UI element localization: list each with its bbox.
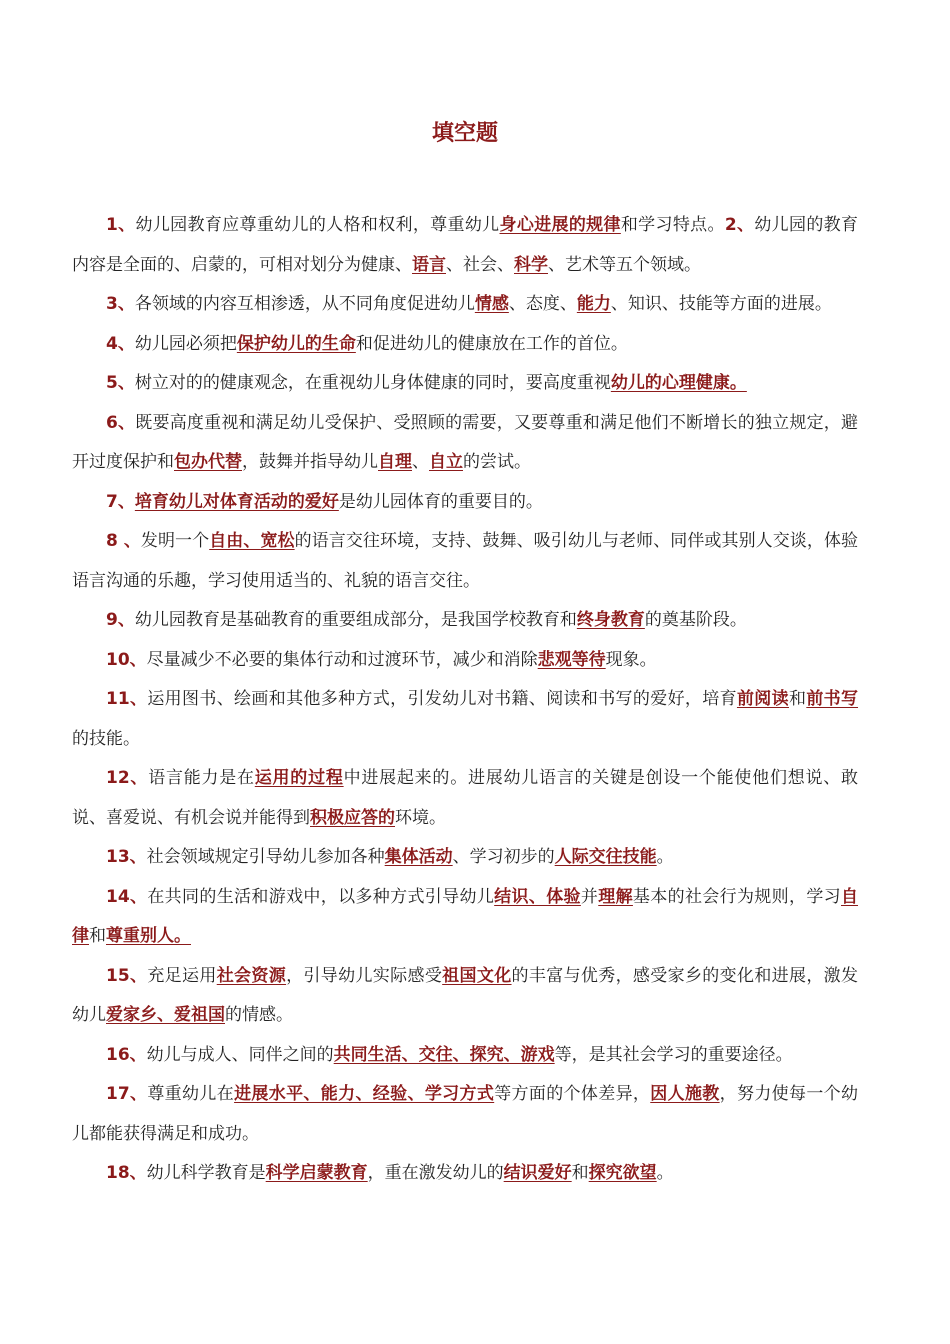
question-item: [72, 641, 858, 681]
question-text: 、艺术等五个领域。: [548, 254, 701, 275]
answer-blank: 自由、宽松: [209, 531, 295, 551]
question-text: 的奠基阶段。: [644, 610, 747, 630]
question-text: 中进展起来的。进展幼儿语言的关键是创设一个能使他们想说、敢说、喜爱说、有机会说并能得到: [72, 768, 859, 828]
answer-blank: 能力: [576, 294, 611, 314]
answer-blank: 积极应答的: [310, 807, 395, 828]
question-text: 既要高度重视和满足幼儿受保护、受照顾的需要，又要尊重和满足他们不断增长的独立规定，避开过度保护和: [72, 412, 858, 472]
question-text: 、知识、技能等方面的进展。: [610, 294, 832, 314]
question-text: 环境。: [395, 807, 446, 828]
question-text: 和: [571, 1163, 589, 1183]
question-text: 的情感。: [225, 1005, 293, 1025]
question-text: 、学习初步的: [452, 847, 555, 867]
question-number: 13、: [106, 847, 147, 867]
answer-blank: 自律: [72, 886, 859, 946]
question-list: [72, 206, 858, 1194]
answer-blank: 共同生活、交往、探究、游戏: [333, 1044, 555, 1065]
question-number: 7、: [106, 491, 135, 512]
answer-blank: 社会资源: [216, 965, 287, 986]
answer-blank: 爱家乡、爱祖国: [106, 1005, 225, 1025]
question-text: 幼儿园的教育内容是全面的、启蒙的，可相对划分为健康、: [72, 215, 859, 275]
question-number: 17、: [106, 1084, 148, 1104]
question-text: 基本的社会行为规则，学习: [632, 886, 842, 907]
question-number: 6、: [106, 412, 136, 433]
question-text: 、: [412, 452, 429, 472]
answer-blank: 探究欲望: [588, 1163, 657, 1183]
answer-blank: 自立: [429, 452, 463, 472]
question-text: ，重在激发幼儿的: [367, 1163, 504, 1183]
question-text: 尊重幼儿在: [147, 1084, 235, 1104]
question-item: [72, 680, 858, 759]
question-item: [72, 601, 858, 641]
question-text: 和学习特点。: [620, 215, 725, 235]
question-text: 。: [656, 847, 674, 867]
question-item: [72, 957, 858, 1036]
answer-blank: 前阅读: [736, 689, 789, 709]
question-number: 11、: [106, 689, 148, 709]
question-item: [72, 838, 858, 878]
question-number: 18、: [106, 1163, 147, 1183]
question-text: 社会领域规定引导幼儿参加各种: [146, 847, 385, 867]
question-number: 12、: [106, 768, 149, 788]
answer-blank: 幼儿的心理健康。: [610, 373, 747, 393]
question-text: ，引导幼儿实际感受: [286, 965, 443, 986]
question-text: 各领域的内容互相渗透，从不同角度促进幼儿: [134, 294, 475, 314]
question-text: 尽量减少不必要的集体行动和过渡环节，减少和消除: [146, 649, 538, 670]
question-text: 幼儿科学教育是: [146, 1163, 266, 1183]
question-number: 2、: [724, 215, 755, 235]
question-text: 等，是其社会学习的重要途径。: [554, 1044, 793, 1065]
question-item: [72, 1154, 858, 1194]
question-number: 9、: [106, 610, 135, 630]
question-text: 树立对的的健康观念，在重视幼儿身体健康的同时，要高度重视: [134, 373, 611, 393]
question-item: [72, 364, 858, 404]
question-text: 在共同的生活和游戏中，以多种方式引导幼儿: [147, 886, 495, 907]
question-number: 5、: [106, 373, 135, 393]
answer-blank: 身心进展的规律: [499, 215, 621, 235]
question-text: 幼儿园必须把: [134, 333, 237, 354]
question-text: 、社会、: [446, 254, 514, 275]
question-text: 和: [788, 689, 807, 709]
question-text: ，鼓舞并指导幼儿: [242, 452, 378, 472]
question-text: 语言能力是在: [148, 768, 255, 788]
question-item: [72, 759, 858, 838]
answer-blank: 祖国文化: [442, 965, 512, 986]
question-text: 发明一个: [140, 531, 210, 551]
answer-blank: 进展水平、能力、经验、学习方式: [234, 1084, 495, 1104]
question-item: [72, 206, 858, 285]
answer-blank: 因人施教: [650, 1084, 720, 1104]
question-item: [72, 1036, 858, 1076]
question-item: [72, 483, 858, 523]
question-number: 3、: [106, 294, 135, 314]
question-text: 的丰富与优秀，感受家乡的变化和进展，激发幼儿: [72, 965, 859, 1025]
answer-blank: 科学: [514, 254, 548, 275]
question-number: 16、: [106, 1044, 147, 1065]
answer-blank: 运用的过程: [254, 768, 344, 788]
question-text: 和促进幼儿的健康放在工作的首位。: [355, 333, 628, 354]
question-item: [72, 878, 858, 957]
question-item: [72, 285, 858, 325]
question-text: 等方面的个体差异，: [494, 1084, 651, 1104]
answer-blank: 语言: [412, 254, 446, 275]
answer-blank: 尊重别人。: [106, 926, 191, 946]
answer-blank: 情感: [474, 294, 509, 314]
answer-blank: 结识、体验: [494, 886, 581, 907]
answer-blank: 理解: [598, 886, 633, 907]
question-text: 幼儿园教育应尊重幼儿的人格和权利，尊重幼儿: [135, 215, 500, 235]
question-item: [72, 404, 858, 483]
question-text: 充足运用: [147, 965, 217, 986]
question-text: 现象。: [605, 649, 657, 670]
page-title: 填空题: [431, 121, 498, 146]
question-number: 1、: [106, 215, 136, 235]
question-number: 4、: [106, 333, 135, 354]
answer-blank: 保护幼儿的生命: [236, 333, 356, 354]
question-item: [72, 1075, 858, 1154]
question-number: 10、: [106, 649, 147, 670]
question-number: 14、: [106, 886, 148, 907]
question-text: 幼儿与成人、同伴之间的: [146, 1044, 334, 1065]
question-text: 幼儿园教育是基础教育的重要组成部分，是我国学校教育和: [134, 610, 577, 630]
answer-blank: 集体活动: [384, 847, 453, 867]
question-text: 的技能。: [72, 728, 140, 749]
answer-blank: 终身教育: [576, 610, 645, 630]
question-text: 运用图书、绘画和其他多种方式，引发幼儿对书籍、阅读和书写的爱好，培育: [147, 689, 737, 709]
question-number: 8 、: [106, 531, 141, 551]
question-text: ，努力使每一个幼儿都能获得满足和成功。: [72, 1084, 859, 1144]
question-text: 、态度、: [508, 294, 577, 314]
question-text: 的语言交往环境，支持、鼓舞、吸引幼儿与老师、同伴或其别人交谈，体验语言沟通的乐趣，学习使用适当的、礼貌的语言交往。: [72, 531, 859, 591]
answer-blank: 包办代替: [174, 452, 242, 472]
answer-blank: 结识爱好: [503, 1163, 572, 1183]
question-item: [72, 522, 858, 601]
answer-blank: 悲观等待: [537, 649, 606, 670]
question-text: 是幼儿园体育的重要目的。: [338, 491, 543, 512]
answer-blank: 科学启蒙教育: [265, 1163, 368, 1183]
answer-blank: 人际交往技能: [554, 847, 657, 867]
answer-blank: 培育幼儿对体育活动的爱好: [134, 491, 339, 512]
question-text: 。: [656, 1163, 674, 1183]
question-text: 并: [580, 886, 599, 907]
answer-blank: 自理: [378, 452, 412, 472]
answer-blank: 前书写: [806, 689, 859, 709]
question-number: 15、: [106, 965, 148, 986]
question-text: 和: [89, 926, 106, 946]
question-item: [72, 325, 858, 365]
question-text: 的尝试。: [463, 452, 531, 472]
